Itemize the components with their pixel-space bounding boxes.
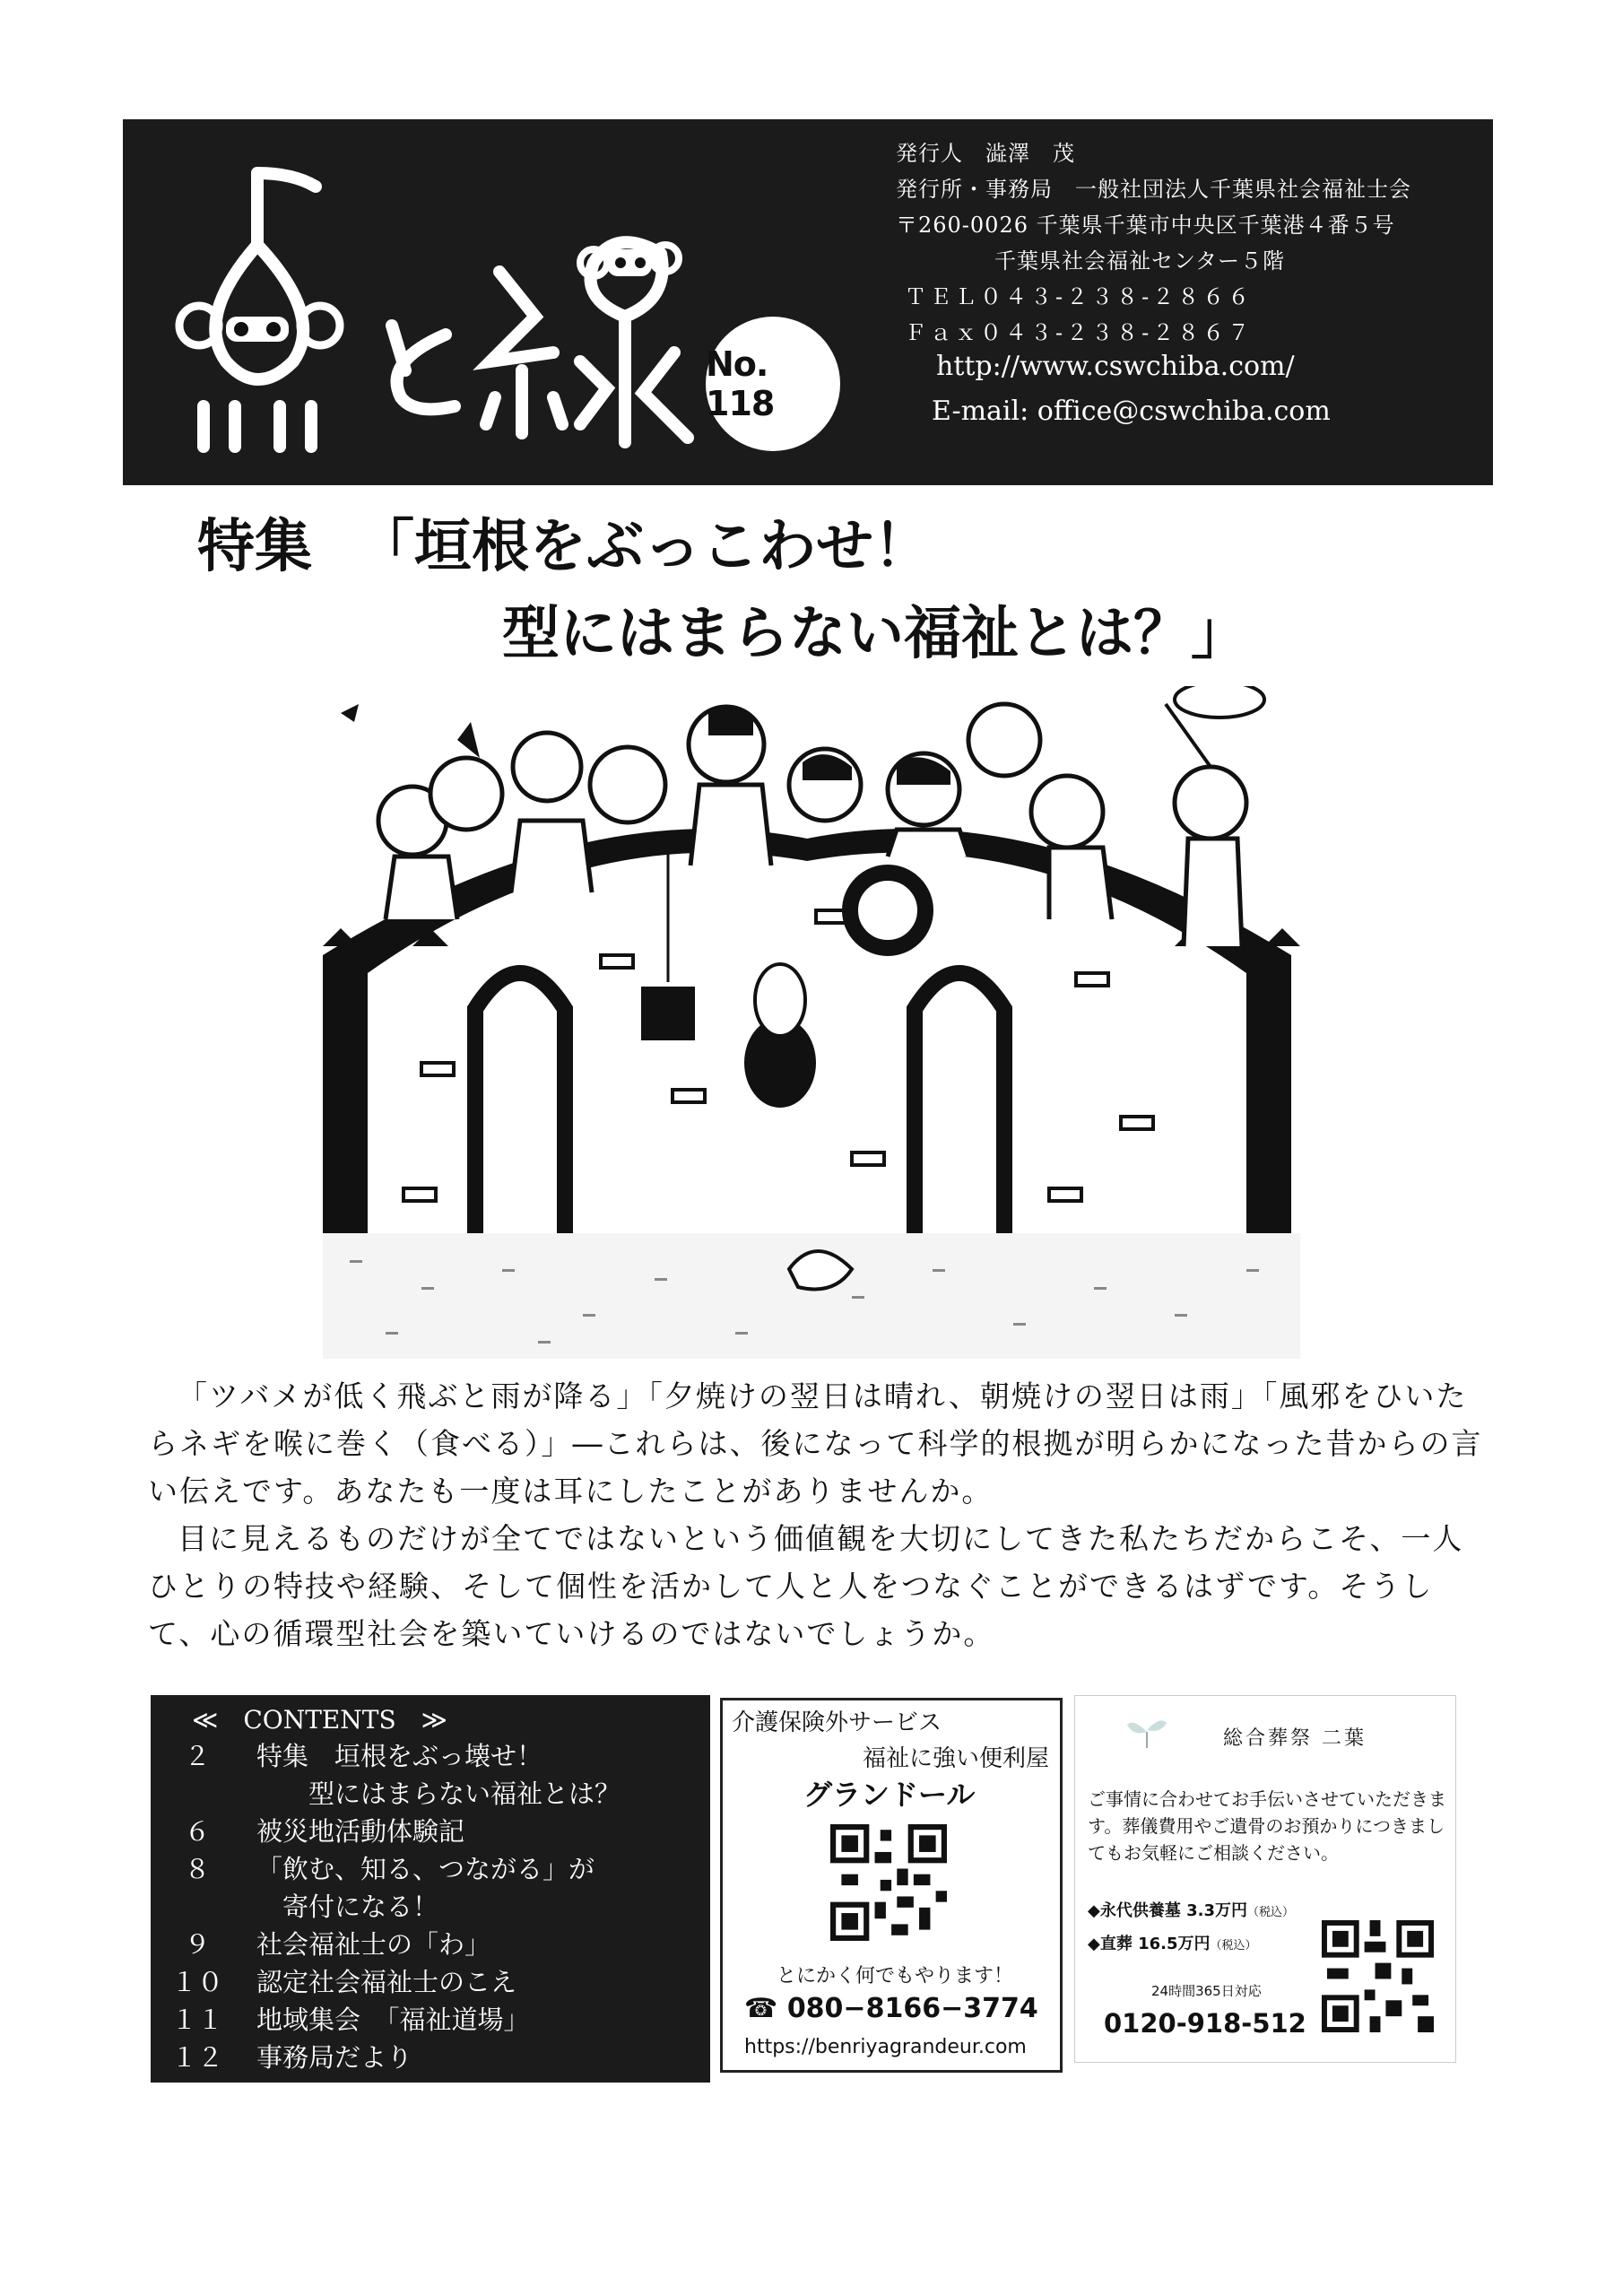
ad-hours: 24時間365日対応 [1151,1983,1262,1999]
price-line [1088,1931,1257,1954]
ad-tagline-2: 福祉に強い便利屋 [862,1745,1049,1772]
contents-item-title: 社会福祉士の「わ」 [256,1929,491,1960]
contents-page-number: ６ [184,1816,211,1847]
contents-page-number: ９ [184,1929,211,1960]
intro-paragraph: 「ツバメが低く飛ぶと雨が降る」「夕焼けの翌日は晴れ、朝焼けの翌日は雨」「風邪をひいたらネギを喉に巻く（食べる）」―これらは、後になって科学的根拠が明らかになった昔からの言い伝えです。あなたも一度は耳にしたことがありませんか。 [148,1378,1483,1509]
price-text: ◆永代供養墓 3.3万円 [1088,1901,1247,1920]
newsletter-logo [159,137,768,469]
contents-item-title: 寄付になる！ [256,1892,439,1922]
ad-slogan: とにかく何でもやります！ [777,1965,1014,1987]
qr-code-icon[interactable] [1322,1920,1434,2032]
feature-illustration [314,686,1300,1359]
ad-futaba [1074,1695,1456,2063]
issue-number-badge: No. 118 [706,317,840,451]
contents-page-number: ８ [184,1854,211,1884]
qr-code-icon[interactable] [830,1824,947,1941]
ad-description: ご事情に合わせてお手伝いさせていただきます。葬儀費用やご遺骨のお預かりにつきましてもお気軽にご相談ください。 [1088,1788,1446,1864]
table-of-contents [151,1695,710,2083]
contents-page-number: ２ [184,1741,211,1771]
publisher-line: 発行人 澁澤 茂 [896,141,1075,166]
ad-business-name: 総合葬祭 二葉 [1223,1727,1367,1750]
fax-line: Ｆａｘ０４３-２３８-２８６７ [905,320,1254,345]
ad-business-name: グランドール [803,1778,976,1812]
ad-grandeur [720,1698,1063,2073]
feature-title-line-2: 型にはまらない福祉とは？」 [502,601,1248,667]
contents-item-title: 「飲む、知る、つながる」が [256,1854,595,1884]
tax-note: （税込） [1210,1939,1257,1952]
intro-paragraph: 目に見えるものだけが全てではないという価値観を大切にしてきた私たちだからこそ、一人ひとりの特技や経験、そして個性を活かして人と人をつなぐことができるはずです。そうして、心の循環型社会を築いていけるのではないでしょうか。 [148,1521,1464,1651]
website-link[interactable]: http://www.cswchiba.com/ [936,351,1295,382]
contents-item-title: 型にはまらない福祉とは？ [256,1779,621,1809]
ad-phone[interactable]: 0120-918-512 [1104,2008,1306,2039]
email-link[interactable]: E-mail: office@cswchiba.com [932,396,1331,427]
contents-item-title: 地域集会 「福祉道場」 [256,2005,530,2035]
ad-tagline: 介護保険外サービス [732,1709,942,1736]
ad-phone[interactable]: ☎ 080−8166−3774 [744,1993,1038,2024]
address-line-2: 千葉県社会福祉センター５階 [994,248,1286,274]
address-line: 〒260-0026 千葉県千葉市中央区千葉港４番５号 [896,213,1395,238]
contents-title: ≪ CONTENTS ≫ [192,1705,447,1735]
tax-note: （税込） [1247,1906,1295,1919]
leaf-icon [1120,1714,1174,1750]
feature-title-text-1: 「垣根をぶっこわせ！ [357,514,931,580]
contents-item-title: 事務局だより [256,2042,413,2073]
contents-page-number: １１ [170,2005,223,2035]
masthead [123,119,1493,485]
contents-page-number: １０ [170,1967,223,1997]
intro-text [148,1372,1484,1657]
feature-label: 特集 [197,514,312,580]
feature-title-line-1 [197,500,931,583]
ad-url[interactable]: https://benriyagrandeur.com [744,2036,1027,2058]
price-text: ◆直葬 16.5万円 [1088,1935,1211,1953]
contents-item-title: 被災地活動体験記 [256,1816,465,1847]
tel-line: ＴＥＬ０４３-２３８-２８６６ [905,284,1254,309]
contents-page-number: １２ [170,2042,223,2073]
contents-item-title: 特集 垣根をぶっ壊せ！ [256,1741,543,1771]
office-line: 発行所・事務局 一般社団法人千葉県社会福祉士会 [896,177,1411,202]
price-line [1088,1898,1294,1921]
contents-item-title: 認定社会福祉士のこえ [256,1967,517,1997]
